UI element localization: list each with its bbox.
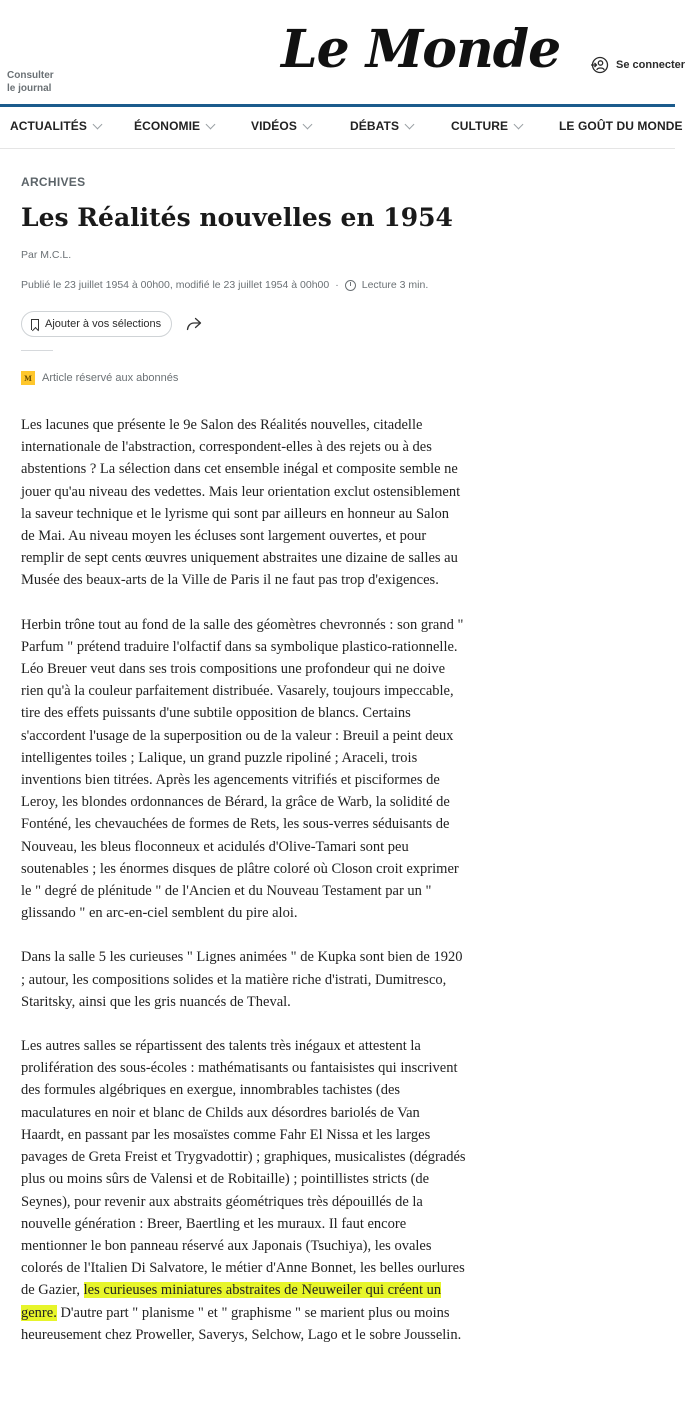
site-logo[interactable]: Le Monde: [281, 19, 561, 80]
main-nav: [0, 107, 683, 149]
article-meta: [21, 279, 428, 291]
read-time: Lecture 3 min.: [361, 279, 429, 291]
consult-line-2: le journal: [7, 83, 52, 94]
nav-item-culture[interactable]: [451, 119, 522, 133]
nav-item-economie[interactable]: [134, 119, 214, 133]
section-label[interactable]: ARCHIVES: [21, 175, 86, 189]
article-paragraph: Dans la salle 5 les curieuses " Lignes animées " de Kupka sont bien de 1920 ; autour, les compositions solides et la matière riche d'istrati, Dumitresco, Staritsky, ainsi que les gris nuancés de Theval.: [21, 949, 463, 1010]
site-header: [0, 0, 685, 104]
consult-journal-link[interactable]: [7, 69, 54, 95]
share-icon: [186, 317, 202, 331]
paragraph-text: D'autre part " planisme " et " graphisme " se marient plus ou moins heureusement chez Proweller, Saverys, Selchow, Lago et le sobre Jousselin.: [21, 1304, 462, 1343]
nav-label: CULTURE: [451, 119, 509, 133]
premium-badge-icon: M: [21, 371, 35, 385]
article-body: [21, 414, 466, 1368]
article-actions: [21, 311, 202, 337]
login-label: Se connecter: [616, 59, 685, 71]
consult-line-1: Consulter: [7, 70, 54, 81]
nav-label: DÉBATS: [350, 119, 400, 133]
premium-notice: [21, 371, 178, 385]
article-paragraph: [21, 1035, 466, 1346]
chevron-down-icon: [206, 119, 216, 129]
clock-icon: [345, 280, 356, 291]
nav-item-actualites[interactable]: [10, 119, 101, 133]
chevron-down-icon: [514, 119, 524, 129]
article-title: Les Réalités nouvelles en 1954: [21, 203, 453, 232]
nav-label: VIDÉOS: [251, 119, 297, 133]
nav-item-gout-du-monde[interactable]: [559, 119, 683, 133]
nav-label: ÉCONOMIE: [134, 119, 201, 133]
divider: [21, 350, 53, 351]
paragraph-text: Les autres salles se répartissent des talents très inégaux et attestent la prolifération des sous-écoles : mathématisants ou fantaisistes qui inscrivent des formules algébriques en exergue, innombrables tachistes (des maculatures en noir et blanc de Childs aux désordres bariolés de Van Haardt, en passant par les mosaïstes comme Fahr El Nissa et les larges pavages de Greta Freist et Trygvadottir) ; graphiques, musicalistes (dégradés plus ou moins sûrs de Valensi et de Robitaille) ; pointillistes stricts (de Seynes), pour revenir aux abstraits géométriques très dépouillés de la nouvelle génération : Breer, Baertling et les muraux. Il faut encore mentionner le bon panneau réservé aux Japonais (Tsuchiya), les ovales colorés de l'Italien Di Salvatore, le métier d'Anne Bonnet, les belles ourlures de Gazier,: [21, 1038, 466, 1299]
publish-date: Publié le 23 juillet 1954 à 00h00, modifié le 23 juillet 1954 à 00h00: [21, 279, 330, 291]
premium-label: Article réservé aux abonnés: [42, 372, 179, 384]
nav-label: LE GOÛT DU MONDE: [559, 119, 683, 133]
article-paragraph: Les lacunes que présente le 9e Salon des Réalités nouvelles, citadelle internationale de l'abstraction, correspondent-elles à des rejets ou à des abstentions ? La sélection dans cet ensemble inégal et composite semble ne jouer qu'au niveau des vedettes. Mais leur orientation exclut ostensiblement la saveur technique et le lyrisme qui sont par ailleurs en honneur au Salon de Mai. Au niveau moyen les écluses sont largement ouvertes, et pour remplir de sept cents œuvres uniquement abstraites une dizaine de salles au Musée des beaux-arts de la Ville de Paris il ne faut pas trop d'exigences.: [21, 417, 461, 589]
highlighted-text: les curieuses miniatures abstraites de Neuweiler qui créent un genre.: [21, 1282, 442, 1321]
chevron-down-icon: [303, 119, 313, 129]
add-to-selection-button[interactable]: [21, 311, 172, 337]
share-button[interactable]: [186, 317, 202, 331]
add-to-selection-label: Ajouter à vos sélections: [45, 318, 162, 330]
nav-label: ACTUALITÉS: [10, 119, 87, 133]
article-paragraph: Herbin trône tout au fond de la salle des géomètres chevronnés : son grand " Parfum " prétend traduire l'olfactif dans sa symbolique plastico-rationnelle. Léo Breuer veut dans ses trois compositions une profondeur qui ne doive rien qu'à la couleur parfaitement distribuée. Vasarely, toujours impeccable, tire des effets puissants d'une subtile opposition de blancs. Certains s'accordent l'usage de la superposition ou de la valeur : Breuil a peint deux intelligentes toiles ; Lalique, un grand puzzle ripoliné ; Araceli, trois inventions bien titrées. Après les agencements vitrifiés et pisciformes de Leroy, les blondes ordonnances de Bérard, la grâce de Warb, la solidité de Fonténé, les chevauchées de formes de Rets, les sous-verres séduisants de Nouveau, les bleus floconneux et acidulés d'Olive-Tamari sont peu soutenables ; les énormes disques de plâtre coloré où Closon croit exprimer le " degré de plénitude " de l'Ancien et du Nouveau Testament par un " glissando " en arc-en-ciel semblent du pire aloi.: [21, 616, 464, 922]
user-login-icon: [590, 56, 608, 74]
article-author: Par M.C.L.: [21, 249, 72, 261]
meta-separator: ·: [335, 279, 339, 291]
bookmark-icon: [31, 319, 39, 330]
nav-item-debats[interactable]: [350, 119, 413, 133]
chevron-down-icon: [93, 119, 103, 129]
chevron-down-icon: [405, 119, 415, 129]
nav-item-videos[interactable]: [251, 119, 311, 133]
login-button[interactable]: [590, 56, 685, 74]
